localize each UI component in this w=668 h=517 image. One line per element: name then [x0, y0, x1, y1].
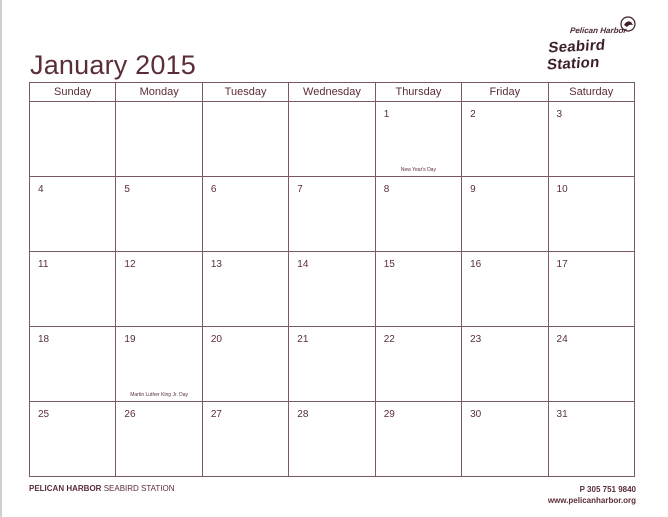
day-number: 19	[124, 334, 136, 345]
day-cell	[548, 102, 634, 177]
weekday-monday: Monday	[116, 83, 202, 102]
footer-org-light: SEABIRD STATION	[103, 484, 175, 493]
day-number: 21	[297, 334, 309, 345]
day-number: 18	[38, 334, 50, 345]
day-number: 24	[556, 334, 568, 345]
day-number: 16	[470, 259, 482, 270]
day-cell	[548, 252, 634, 327]
day-number: 8	[383, 184, 390, 195]
week-row	[30, 402, 635, 477]
day-number: 25	[38, 409, 50, 420]
day-number: 20	[210, 334, 222, 345]
day-number: 12	[124, 259, 136, 270]
day-cell	[202, 102, 288, 177]
week-row	[30, 102, 635, 177]
day-number: 1	[383, 109, 390, 120]
day-number: 30	[470, 409, 482, 420]
weekday-wednesday: Wednesday	[289, 83, 375, 102]
day-number: 3	[556, 109, 563, 120]
day-cell	[375, 252, 461, 327]
logo-line1: Pelican Harbor	[569, 26, 627, 35]
weekday-friday: Friday	[462, 83, 548, 102]
day-cell	[375, 402, 461, 477]
day-cell	[548, 177, 634, 252]
day-number: 22	[383, 334, 395, 345]
day-cell	[462, 402, 548, 477]
holiday-label: New Year's Day	[400, 167, 436, 173]
day-number: 2	[470, 109, 476, 120]
day-cell	[116, 252, 202, 327]
day-number: 29	[383, 409, 395, 420]
day-cell	[375, 327, 461, 402]
day-cell	[462, 327, 548, 402]
day-cell	[116, 177, 202, 252]
week-row	[30, 177, 635, 252]
day-cell	[202, 252, 288, 327]
day-number: 9	[470, 184, 476, 195]
day-cell	[116, 327, 202, 402]
day-number: 4	[38, 184, 44, 195]
day-number: 15	[383, 259, 395, 270]
day-cell	[289, 252, 375, 327]
footer-website[interactable]: www.pelicanharbor.org	[547, 496, 636, 505]
day-cell	[289, 102, 375, 177]
calendar-title: January 2015	[30, 50, 197, 80]
day-number: 14	[297, 259, 309, 270]
footer-contact	[548, 484, 636, 506]
footer-organization	[29, 484, 175, 493]
day-cell	[116, 402, 202, 477]
day-cell	[289, 402, 375, 477]
day-number: 26	[124, 409, 136, 420]
weekday-header-row	[30, 83, 635, 102]
day-cell	[202, 402, 288, 477]
day-number: 5	[124, 184, 130, 195]
day-cell	[375, 177, 461, 252]
weekday-saturday: Saturday	[548, 83, 634, 102]
day-number: 7	[297, 184, 303, 195]
day-cell	[202, 177, 288, 252]
day-cell	[30, 102, 116, 177]
day-number: 31	[556, 409, 568, 420]
day-number: 23	[470, 334, 482, 345]
day-number: 10	[556, 184, 568, 195]
day-cell	[30, 177, 116, 252]
day-cell	[548, 327, 634, 402]
day-number: 27	[210, 409, 222, 420]
day-cell	[462, 252, 548, 327]
day-number: 11	[38, 259, 49, 270]
day-number: 6	[210, 184, 217, 195]
calendar-grid	[29, 82, 635, 477]
day-cell	[202, 327, 288, 402]
day-cell	[375, 102, 461, 177]
logo	[540, 16, 645, 72]
week-row	[30, 327, 635, 402]
day-cell	[548, 402, 634, 477]
left-frame-line	[0, 0, 2, 517]
week-row	[30, 252, 635, 327]
day-number: 28	[297, 409, 309, 420]
day-cell	[289, 177, 375, 252]
footer-org-bold: PELICAN HARBOR	[29, 484, 102, 493]
weekday-tuesday: Tuesday	[202, 83, 288, 102]
day-number: 17	[556, 259, 568, 270]
day-cell	[462, 102, 548, 177]
day-cell	[30, 402, 116, 477]
holiday-label: Martin Luther King Jr. Day	[130, 392, 189, 398]
day-cell	[30, 252, 116, 327]
weekday-thursday: Thursday	[375, 83, 461, 102]
footer-phone: P 305 751 9840	[579, 485, 636, 494]
weekday-sunday: Sunday	[30, 83, 116, 102]
day-cell	[462, 177, 548, 252]
logo-line2: Seabird Station	[546, 36, 606, 74]
day-cell	[289, 327, 375, 402]
day-cell	[116, 102, 202, 177]
day-number: 13	[210, 259, 222, 270]
day-cell	[30, 327, 116, 402]
